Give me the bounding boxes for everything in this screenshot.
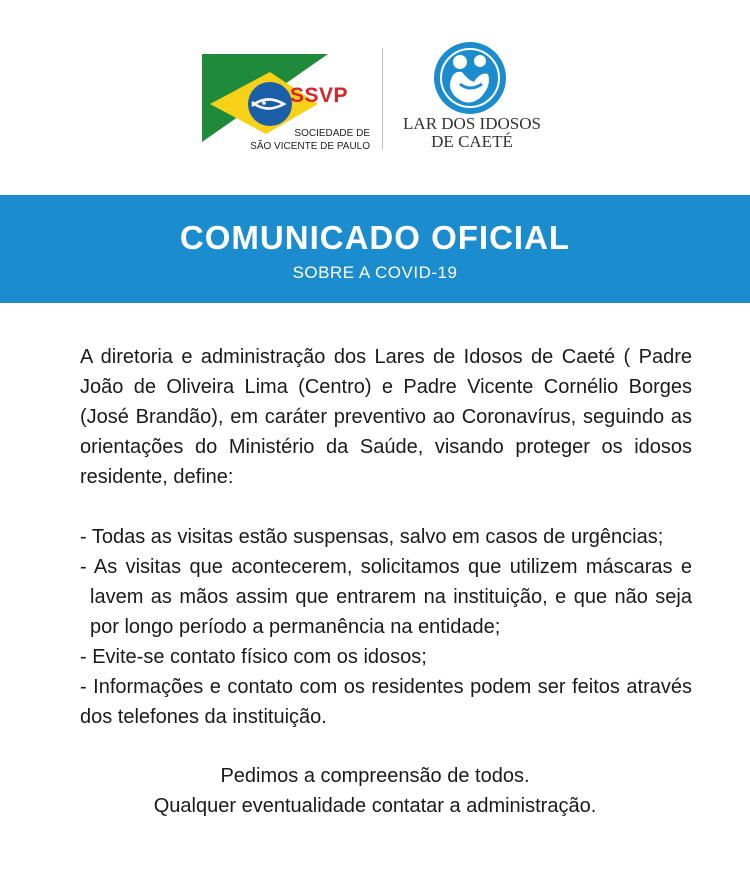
closing-message	[0, 761, 750, 821]
ssvp-logo	[200, 52, 370, 152]
closing-line: Pedimos a compreensão de todos.	[220, 765, 530, 787]
logos-header	[0, 40, 750, 160]
logo-divider	[382, 48, 383, 150]
lar-name-line2: DE CAETÉ	[431, 132, 513, 151]
lar-logo	[392, 40, 552, 160]
announcement-body	[80, 342, 692, 732]
banner-subtitle: SOBRE A COVID-19	[292, 263, 458, 282]
ssvp-wordmark: SSVP	[290, 84, 349, 107]
list-item: - As visitas que acontecerem, solicitamos que utilizem máscaras e lavem as mãos assim que entrarem na instituição, e que não seja por longo período a permanência na entidade;	[80, 556, 692, 638]
banner-title: COMUNICADO OFICIAL	[179, 219, 571, 256]
closing-line: Qualquer eventualidade contatar a administração.	[153, 795, 597, 817]
ssvp-name-line2: SÃO VICENTE DE PAULO	[250, 141, 370, 152]
title-banner	[0, 195, 750, 303]
lar-name-line1: LAR DOS IDOSOS	[403, 114, 541, 133]
intro-paragraph: A diretoria e administração dos Lares de Idosos de Caeté ( Padre João de Oliveira Lima (Centro) e Padre Vicente Cornélio Borges (José Brandão), em caráter preventivo ao Coronavírus, seguindo as orientações do Ministério da Saúde, visando proteger os idosos residente, define:	[80, 346, 692, 488]
ssvp-name-line1: SOCIEDADE DE	[294, 128, 370, 139]
list-item: - Evite-se contato físico com os idosos;	[80, 646, 427, 668]
measures-list	[80, 522, 692, 732]
list-item: - Informações e contato com os residentes podem ser feitos através dos telefones da instituição.	[80, 676, 692, 728]
list-item: - Todas as visitas estão suspensas, salvo em casos de urgências;	[80, 526, 664, 548]
caregiver-emblem-icon	[430, 40, 510, 116]
